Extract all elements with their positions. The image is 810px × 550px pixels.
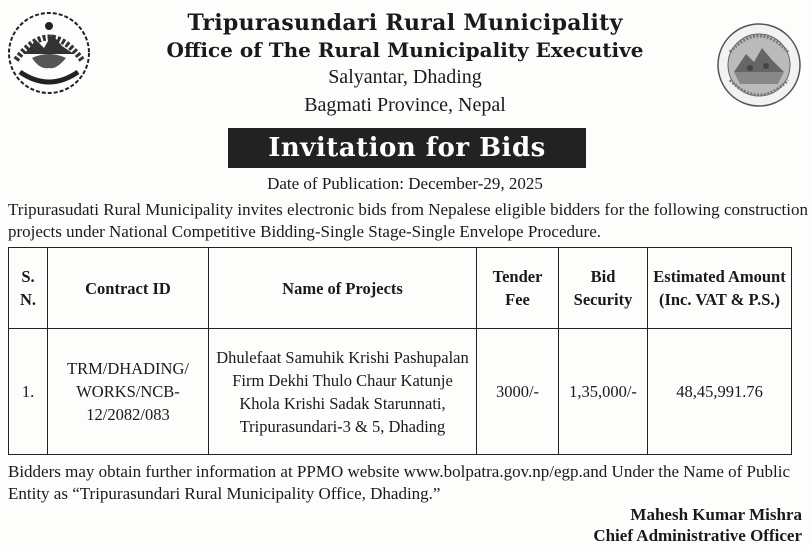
- cell-sn: 1.: [9, 329, 48, 455]
- cell-contract-id: TRM/DHADING/ WORKS/NCB-12/2082/083: [48, 329, 209, 455]
- signatory-name: Mahesh Kumar Mishra: [630, 505, 802, 524]
- province-line: Bagmati Province, Nepal: [304, 94, 506, 116]
- cell-fee: 3000/-: [477, 329, 559, 455]
- header-project: Name of Projects: [209, 248, 477, 329]
- table-header-row: [9, 248, 792, 329]
- table-row: [9, 329, 792, 455]
- header-fee: Tender Fee: [477, 248, 559, 329]
- cell-security: 1,35,000/-: [559, 329, 648, 455]
- office-name: Office of The Rural Municipality Executive: [166, 38, 644, 62]
- cell-amount: 48,45,991.76: [648, 329, 792, 455]
- publication-date: Date of Publication: December-29, 2025: [267, 174, 543, 193]
- bids-table: [8, 247, 792, 455]
- intro-paragraph: Tripurasudati Rural Municipality invites electronic bids from Nepalese eligible bidders for the following construction projects under National Competitive Bidding-Single Stage-Single Envelope Procedure.: [8, 200, 808, 241]
- signatory-title: Chief Administrative Officer: [593, 526, 802, 545]
- header-security: Bid Security: [559, 248, 648, 329]
- municipality-name: Tripurasundari Rural Municipality: [187, 10, 623, 36]
- footer-paragraph: Bidders may obtain further information at PPMO website www.bolpatra.gov.np/egp.and Under the Name of Public Entity as “Tripurasundari Rural Municipality Office, Dhading.”: [8, 462, 790, 503]
- address-line: Salyantar, Dhading: [328, 66, 482, 88]
- header-contract-id: Contract ID: [48, 248, 209, 329]
- cell-project: Dhulefaat Samuhik Krishi Pashupalan Firm Dekhi Thulo Chaur Katunje Khola Krishi Sadak Starunnati, Tripurasundari-3 & 5, Dhading: [209, 329, 477, 455]
- notice-title: Invitation for Bids: [228, 128, 586, 168]
- header-sn: S. N.: [9, 248, 48, 329]
- header-amount: Estimated Amount (Inc. VAT & P.S.): [648, 248, 792, 329]
